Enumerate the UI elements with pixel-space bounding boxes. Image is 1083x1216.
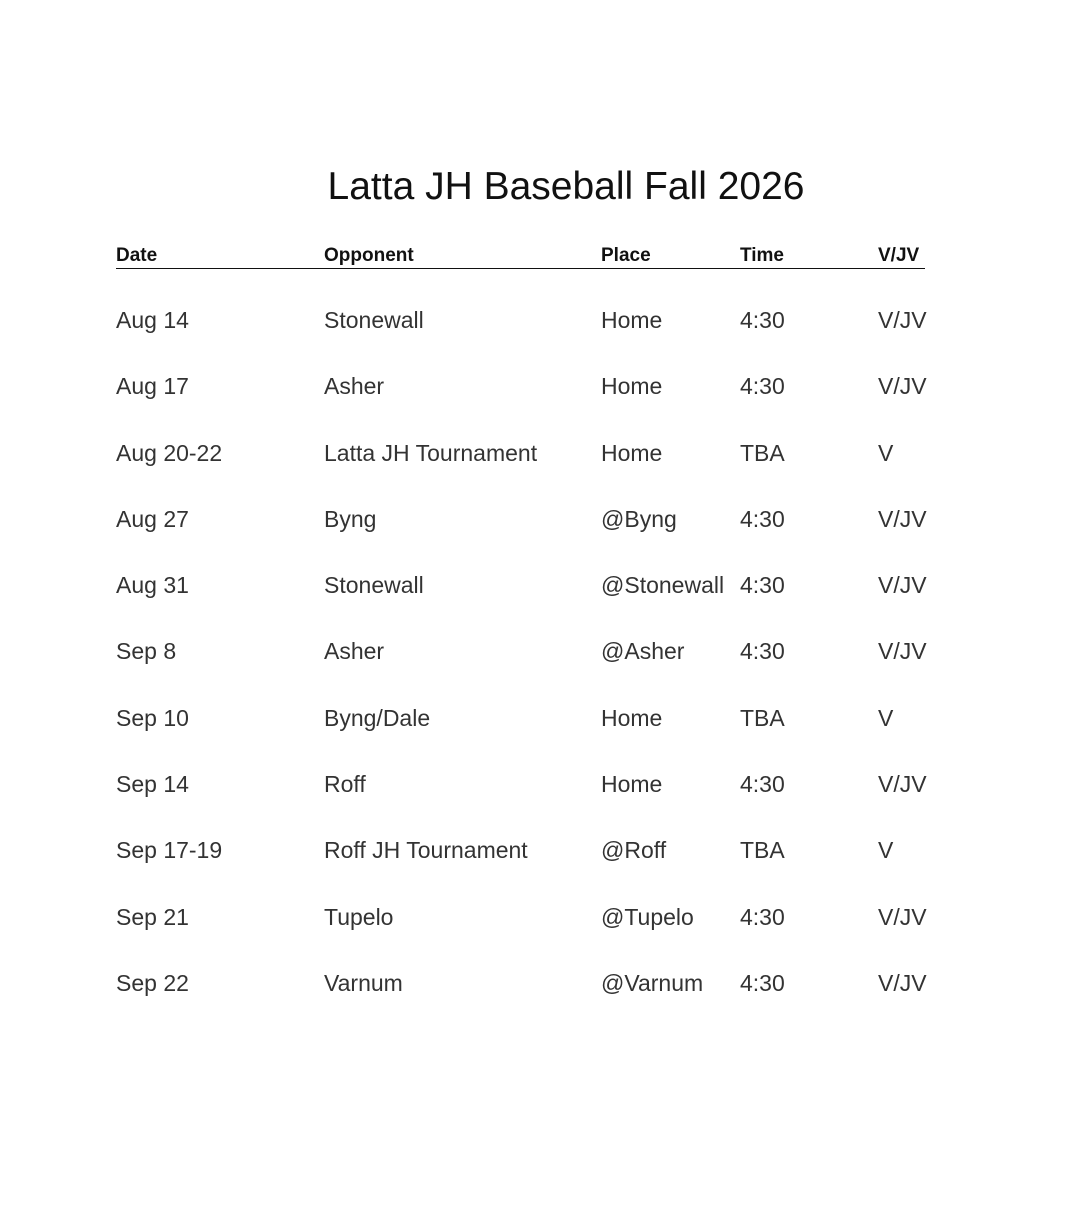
row-vjv: V/JV — [878, 373, 927, 400]
table-row — [116, 760, 976, 826]
row-opponent: Tupelo — [324, 903, 394, 930]
table-header-row — [116, 244, 925, 269]
row-time: 4:30 — [740, 638, 785, 665]
row-date: Aug 14 — [116, 307, 189, 333]
row-vjv: V/JV — [878, 572, 927, 599]
row-date: Aug 27 — [116, 505, 189, 532]
row-vjv: V/JV — [878, 771, 927, 798]
row-place: Home — [601, 704, 663, 731]
table-row — [116, 561, 976, 627]
row-place: @Roff — [601, 837, 667, 864]
header-date: Date — [116, 245, 158, 266]
row-time: 4:30 — [740, 572, 785, 599]
table-row — [116, 429, 976, 495]
table-row — [116, 893, 976, 959]
table-row — [116, 694, 976, 760]
row-date: Sep 22 — [116, 969, 189, 996]
row-date: Sep 21 — [116, 903, 189, 930]
row-opponent: Stonewall — [324, 307, 424, 333]
row-vjv: V/JV — [878, 903, 927, 930]
row-time: TBA — [740, 704, 785, 731]
row-opponent: Asher — [324, 373, 385, 400]
row-time: TBA — [740, 439, 785, 466]
row-time: 4:30 — [740, 969, 785, 996]
row-vjv: V — [878, 837, 894, 864]
row-place: @Varnum — [601, 969, 704, 996]
row-place: @Byng — [601, 505, 677, 532]
row-date: Aug 20-22 — [116, 439, 223, 466]
row-time: 4:30 — [740, 903, 785, 930]
row-place: Home — [601, 373, 663, 400]
row-date: Sep 17-19 — [116, 837, 223, 864]
row-date: Sep 14 — [116, 771, 189, 798]
schedule-table — [116, 244, 976, 996]
row-vjv: V/JV — [878, 638, 927, 665]
row-time: 4:30 — [740, 307, 785, 333]
row-date: Aug 31 — [116, 572, 189, 599]
schedule-rows — [116, 296, 976, 1025]
table-row — [116, 362, 976, 428]
row-place: Home — [601, 771, 663, 798]
row-date: Aug 17 — [116, 373, 189, 400]
row-place: @Tupelo — [601, 903, 694, 930]
row-opponent: Asher — [324, 638, 385, 665]
row-vjv: V/JV — [878, 969, 927, 996]
row-place: @Asher — [601, 638, 685, 665]
row-date: Sep 8 — [116, 638, 177, 665]
row-vjv: V/JV — [878, 307, 927, 333]
header-place: Place — [601, 245, 651, 266]
row-opponent: Byng/Dale — [324, 704, 431, 731]
header-vjv: V/JV — [878, 245, 920, 266]
row-place: Home — [601, 307, 663, 333]
row-time: 4:30 — [740, 505, 785, 532]
row-vjv: V — [878, 439, 894, 466]
row-place: Home — [601, 439, 663, 466]
row-vjv: V — [878, 704, 894, 731]
table-row — [116, 959, 976, 1025]
row-vjv: V/JV — [878, 505, 927, 532]
page-title: Latta JH Baseball Fall 2026 — [327, 165, 805, 208]
row-date: Sep 10 — [116, 704, 189, 731]
row-place: @Stonewall — [601, 572, 725, 599]
row-opponent: Latta JH Tournament — [324, 439, 538, 466]
row-time: TBA — [740, 837, 785, 864]
header-opponent: Opponent — [324, 245, 414, 266]
table-row — [116, 296, 976, 362]
row-time: 4:30 — [740, 771, 785, 798]
header-time: Time — [740, 245, 785, 266]
row-opponent: Varnum — [324, 969, 403, 996]
row-opponent: Stonewall — [324, 572, 424, 599]
row-opponent: Roff JH Tournament — [324, 837, 528, 864]
table-row — [116, 627, 976, 693]
row-time: 4:30 — [740, 373, 785, 400]
row-opponent: Roff — [324, 771, 366, 798]
table-row — [116, 826, 976, 892]
table-row — [116, 495, 976, 561]
row-opponent: Byng — [324, 505, 377, 532]
